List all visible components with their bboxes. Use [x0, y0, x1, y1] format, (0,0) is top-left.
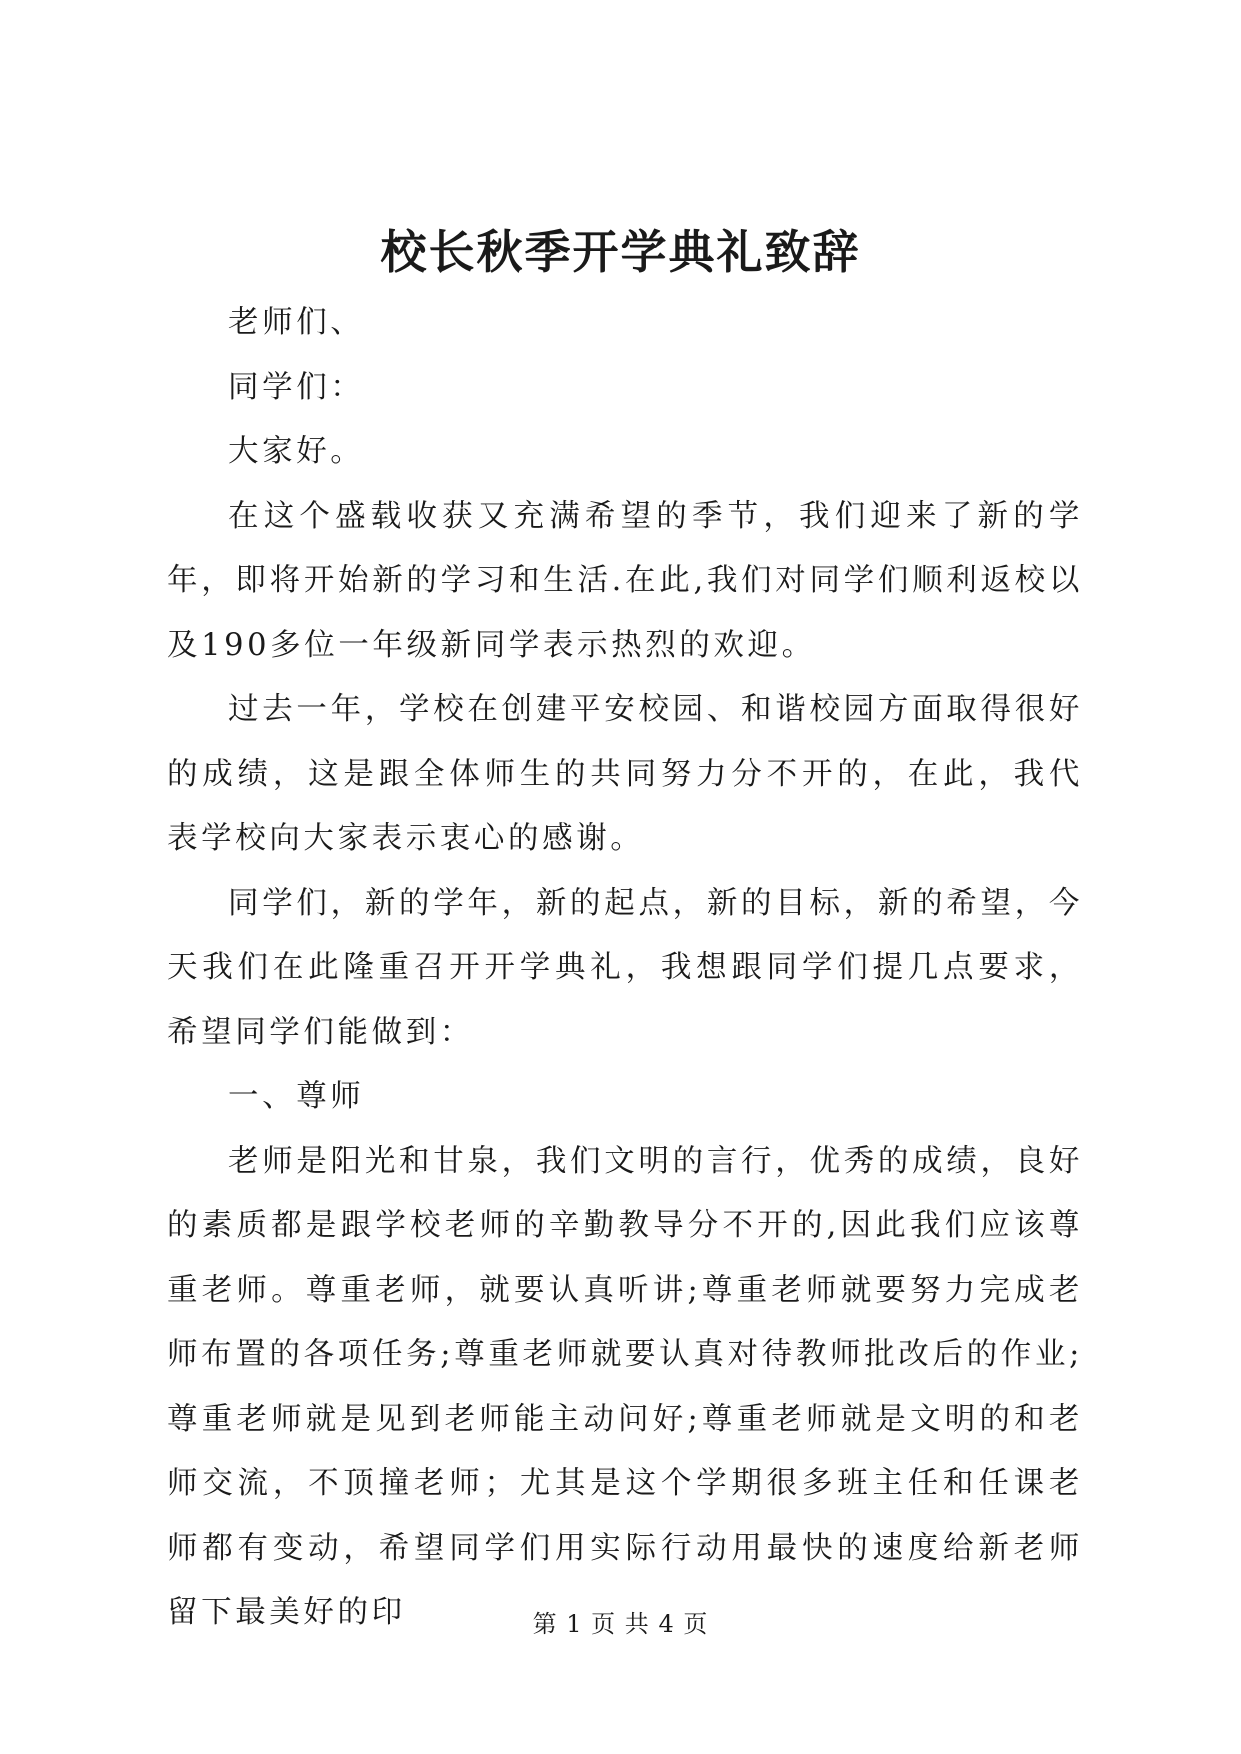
paragraph: 过去一年，学校在创建平安校园、和谐校园方面取得很好的成绩，这是跟全体师生的共同努力分不开的，在此，我代表学校向大家表示衷心的感谢。	[167, 692, 1083, 856]
paragraph: 大家好。	[228, 434, 365, 469]
paragraph: 同学们，新的学年，新的起点，新的目标，新的希望，今天我们在此隆重召开开学典礼，我想跟同学们提几点要求，希望同学们能做到：	[167, 885, 1083, 1050]
paragraph: 在这个盛载收获又充满希望的季节，我们迎来了新的学年，即将开始新的学习和生活.在此,我们对同学们顺利返校以及190多位一年级新同学表示热烈的欢迎。	[167, 498, 1083, 663]
paragraph: 同学们：	[228, 369, 365, 405]
paragraph: 老师是阳光和甘泉，我们文明的言行，优秀的成绩，良好的素质都是跟学校老师的辛勤教导分不开的,因此我们应该尊重老师。尊重老师，就要认真听讲;尊重老师就要努力完成老师布置的各项任务;尊重老师就要认真对待教师批改后的作业;尊重老师就是见到老师能主动问好;尊重老师就是文明的和老师交流，不顶撞老师；尤其是这个学期很多班主任和任课老师都有变动，希望同学们用实际行动用最快的速度给新老师留下最美好的印	[167, 1143, 1083, 1630]
document-title: 校长秋季开学典礼致辞	[380, 225, 861, 279]
page-footer: 第 1 页 共 4 页	[532, 1610, 709, 1638]
document-body	[167, 291, 1083, 1646]
paragraph: 老师们、	[228, 305, 365, 340]
section-heading: 一、尊师	[228, 1079, 365, 1114]
